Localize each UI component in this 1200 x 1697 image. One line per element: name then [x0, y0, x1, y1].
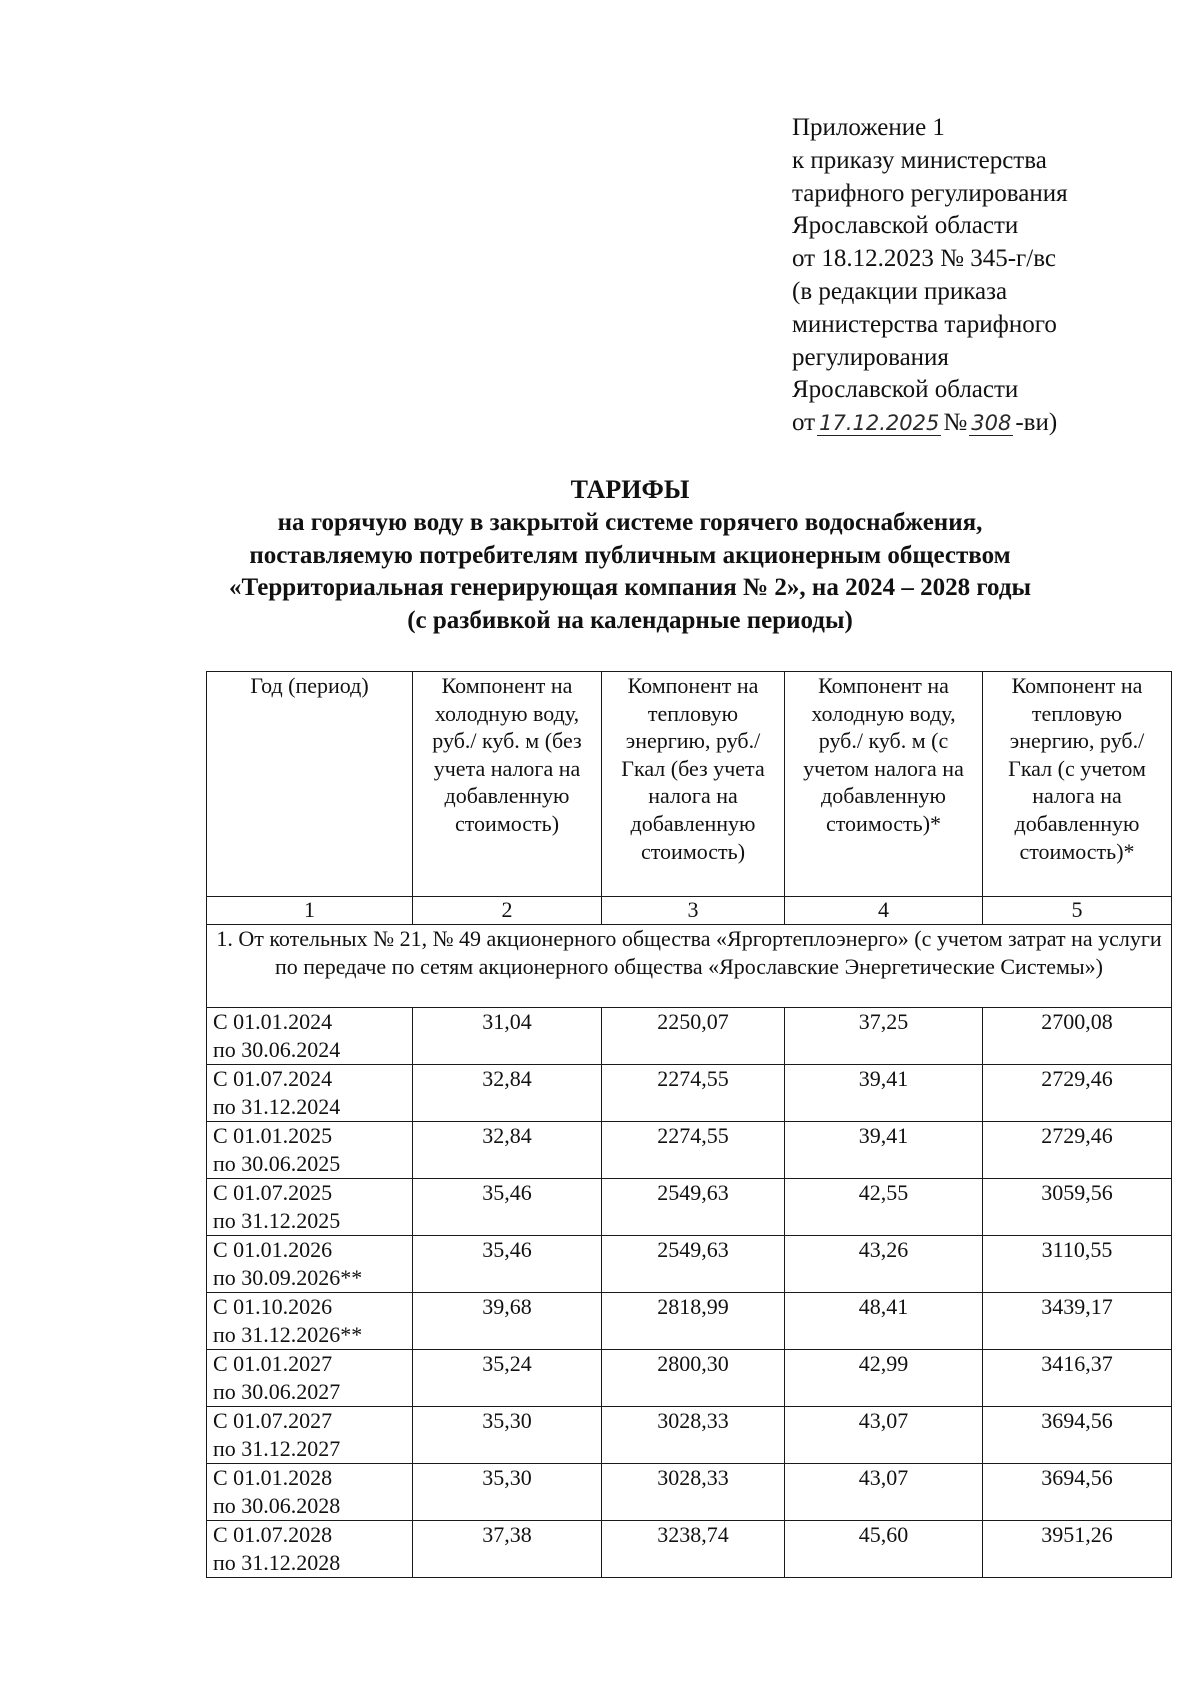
document-title — [180, 474, 1080, 638]
period-from: С 01.01.2027 — [213, 1351, 333, 1376]
value-cell: 3028,33 — [602, 1407, 785, 1464]
value-cell: 3694,56 — [983, 1407, 1172, 1464]
number-sign: № — [943, 409, 968, 437]
period-cell — [207, 1350, 413, 1407]
table-header-row — [207, 672, 1172, 897]
section-title: 1. От котельных № 21, № 49 акционерного общества «Яргортеплоэнерго» (с учетом затрат на услуги по передаче по сетям акционерного общества «Ярославские Энергетические Системы») — [207, 925, 1172, 1008]
appendix-line: (в редакции приказа — [792, 277, 1008, 305]
header-heat-energy-with-vat: Компонент на тепловую энергию, руб./Гкал (с учетом налога на добавленную стоимость)* — [983, 672, 1172, 897]
value-cell: 39,41 — [785, 1065, 983, 1122]
value-cell: 32,84 — [413, 1122, 602, 1179]
appendix-line: тарифного регулирования — [792, 179, 1068, 207]
period-from: С 01.07.2025 — [213, 1180, 333, 1205]
value-cell: 35,30 — [413, 1464, 602, 1521]
value-cell: 3416,37 — [983, 1350, 1172, 1407]
appendix-line: к приказу министерства — [792, 146, 1047, 174]
value-cell: 3110,55 — [983, 1236, 1172, 1293]
amendment-suffix: -ви) — [1015, 409, 1058, 437]
value-cell: 39,68 — [413, 1293, 602, 1350]
period-to: по 30.06.2024 — [213, 1036, 341, 1062]
value-cell: 43,26 — [785, 1236, 983, 1293]
appendix-line: министерства тарифного — [792, 310, 1057, 338]
column-number: 1 — [207, 897, 413, 925]
period-cell — [207, 1293, 413, 1350]
period-cell — [207, 1065, 413, 1122]
value-cell: 42,99 — [785, 1350, 983, 1407]
value-cell: 3059,56 — [983, 1179, 1172, 1236]
appendix-line: Ярославской области — [792, 212, 1019, 240]
period-to: по 31.12.2027 — [213, 1435, 341, 1461]
column-number: 4 — [785, 897, 983, 925]
value-cell: 32,84 — [413, 1065, 602, 1122]
title-line: на горячую воду в закрытой системе горячего водоснабжения, — [277, 508, 983, 536]
value-cell: 2800,30 — [602, 1350, 785, 1407]
appendix-line: от 18.12.2023 № 345-г/вс — [792, 245, 1056, 273]
period-cell — [207, 1236, 413, 1293]
table-row — [207, 1350, 1172, 1407]
table-row — [207, 1008, 1172, 1065]
value-cell: 2729,46 — [983, 1065, 1172, 1122]
table-row — [207, 1065, 1172, 1122]
period-cell — [207, 1407, 413, 1464]
value-cell: 2700,08 — [983, 1008, 1172, 1065]
value-cell: 2274,55 — [602, 1122, 785, 1179]
amendment-prefix: от — [792, 409, 816, 437]
period-from: С 01.07.2027 — [213, 1408, 333, 1433]
appendix-amendment-line — [792, 407, 1152, 440]
period-from: С 01.10.2026 — [213, 1294, 333, 1319]
period-cell — [207, 1008, 413, 1065]
period-cell — [207, 1122, 413, 1179]
title-line: «Территориальная генерирующая компания № 2», на 2024 – 2028 годы — [229, 574, 1031, 602]
period-to: по 30.06.2028 — [213, 1492, 341, 1518]
period-cell — [207, 1464, 413, 1521]
value-cell: 43,07 — [785, 1407, 983, 1464]
period-from: С 01.01.2025 — [213, 1123, 333, 1148]
period-to: по 31.12.2024 — [213, 1093, 341, 1119]
value-cell: 3951,26 — [983, 1521, 1172, 1578]
value-cell: 3028,33 — [602, 1464, 785, 1521]
value-cell: 3439,17 — [983, 1293, 1172, 1350]
period-from: С 01.07.2028 — [213, 1522, 333, 1547]
column-number: 3 — [602, 897, 785, 925]
title-line: поставляемую потребителям публичным акционерным обществом — [249, 541, 1011, 569]
appendix-reference — [792, 112, 1152, 440]
header-cold-water-with-vat: Компонент на холодную воду, руб./ куб. м (с учетом налога на добавленную стоимость)* — [785, 672, 983, 897]
appendix-line: Приложение 1 — [792, 114, 945, 141]
table-row — [207, 1179, 1172, 1236]
period-cell — [207, 1179, 413, 1236]
title-line: (с разбивкой на календарные периоды) — [407, 607, 853, 635]
appendix-line: Ярославской области — [792, 376, 1019, 404]
value-cell: 2549,63 — [602, 1179, 785, 1236]
value-cell: 43,07 — [785, 1464, 983, 1521]
period-from: С 01.01.2026 — [213, 1237, 333, 1262]
period-to: по 31.12.2026** — [213, 1321, 363, 1347]
table-row — [207, 1407, 1172, 1464]
value-cell: 2549,63 — [602, 1236, 785, 1293]
value-cell: 31,04 — [413, 1008, 602, 1065]
value-cell: 3238,74 — [602, 1521, 785, 1578]
value-cell: 45,60 — [785, 1521, 983, 1578]
table-row — [207, 1122, 1172, 1179]
period-to: по 31.12.2025 — [213, 1207, 341, 1233]
value-cell: 35,46 — [413, 1236, 602, 1293]
period-from: С 01.01.2024 — [213, 1009, 333, 1034]
period-to: по 30.06.2025 — [213, 1150, 341, 1176]
value-cell: 2274,55 — [602, 1065, 785, 1122]
column-number: 5 — [983, 897, 1172, 925]
handwritten-date: 17.12.2025 — [819, 411, 940, 436]
period-to: по 30.06.2027 — [213, 1378, 341, 1404]
value-cell: 39,41 — [785, 1122, 983, 1179]
value-cell: 42,55 — [785, 1179, 983, 1236]
period-cell — [207, 1521, 413, 1578]
period-to: по 31.12.2028 — [213, 1549, 341, 1575]
value-cell: 2818,99 — [602, 1293, 785, 1350]
header-heat-energy-no-vat: Компонент на тепловую энергию, руб./Гкал (без учета налога на добавленную стоимость) — [602, 672, 785, 897]
value-cell: 2729,46 — [983, 1122, 1172, 1179]
handwritten-number: 308 — [971, 411, 1012, 436]
value-cell: 35,46 — [413, 1179, 602, 1236]
table-row — [207, 1521, 1172, 1578]
column-number: 2 — [413, 897, 602, 925]
period-to: по 30.09.2026** — [213, 1264, 363, 1290]
title-main: ТАРИФЫ — [570, 475, 690, 504]
table-row — [207, 1236, 1172, 1293]
period-from: С 01.01.2028 — [213, 1465, 333, 1490]
column-number-row — [207, 897, 1172, 925]
value-cell: 2250,07 — [602, 1008, 785, 1065]
appendix-line: регулирования — [792, 343, 949, 371]
period-from: С 01.07.2024 — [213, 1066, 333, 1091]
value-cell: 48,41 — [785, 1293, 983, 1350]
table-row — [207, 1464, 1172, 1521]
header-period: Год (период) — [207, 672, 413, 897]
table-row — [207, 1293, 1172, 1350]
tariffs-table — [206, 671, 1172, 1578]
section-row — [207, 925, 1172, 1008]
value-cell: 37,25 — [785, 1008, 983, 1065]
value-cell: 37,38 — [413, 1521, 602, 1578]
value-cell: 3694,56 — [983, 1464, 1172, 1521]
header-cold-water-no-vat: Компонент на холодную воду, руб./ куб. м (без учета налога на добавленную стоимость) — [413, 672, 602, 897]
value-cell: 35,30 — [413, 1407, 602, 1464]
value-cell: 35,24 — [413, 1350, 602, 1407]
